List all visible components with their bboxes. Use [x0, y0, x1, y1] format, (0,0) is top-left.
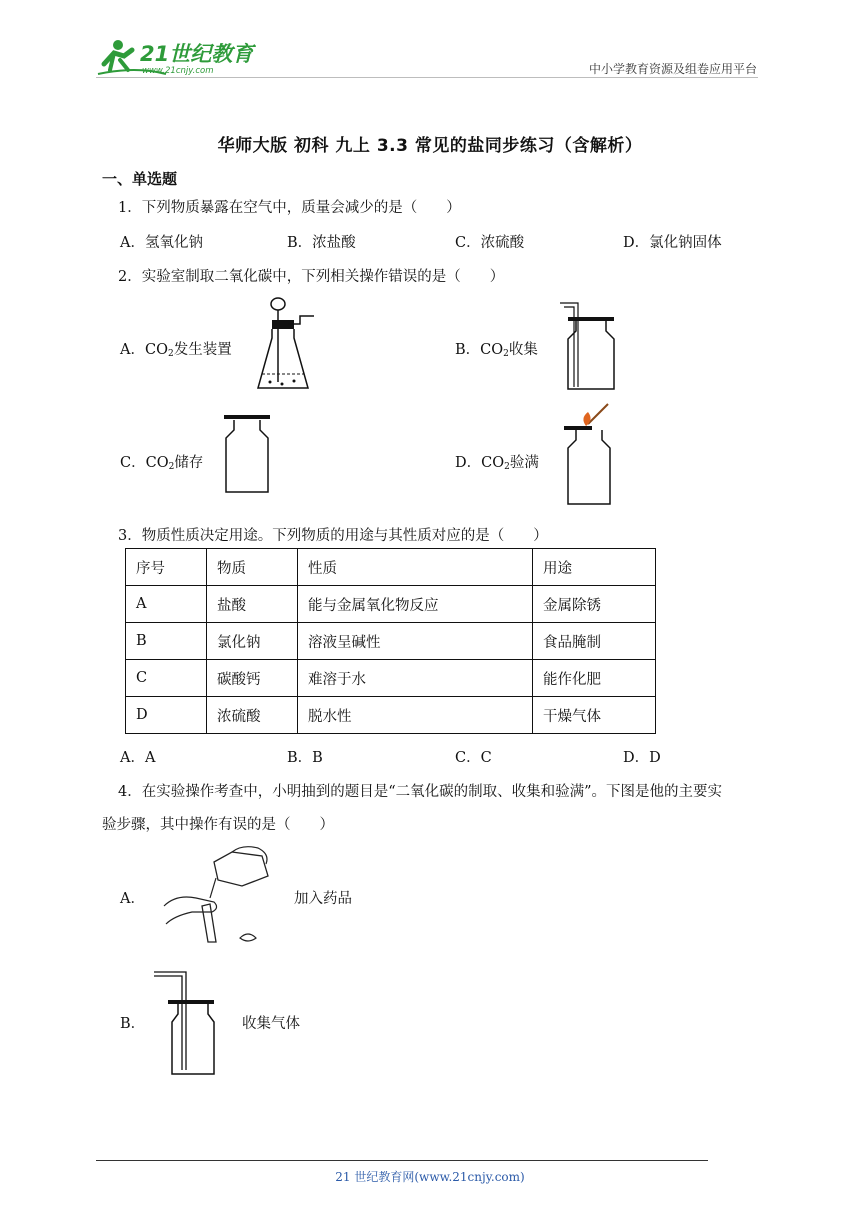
q4-option-a-label: 加入药品 [294, 891, 352, 907]
table-cell: 碳酸钙 [207, 660, 298, 697]
q4-option-a-letter: A． [120, 891, 145, 907]
q1-option-c: C．浓硫酸 [455, 235, 525, 251]
q2-option-d: D．$CO_2$验满 [455, 455, 539, 472]
question-4-stem-line2: 验步骤，其中操作有误的是（ ） [102, 817, 334, 833]
table-cell: 金属除锈 [533, 586, 656, 623]
table-cell: 溶液呈碱性 [298, 623, 533, 660]
runner-logo-icon [96, 36, 256, 78]
burning-splint-bottle-icon [560, 402, 616, 506]
q1-option-b: B．浓盐酸 [287, 235, 356, 251]
table-cell: 氯化钠 [207, 623, 298, 660]
table-cell: 能作化肥 [533, 660, 656, 697]
q1-option-d: D．氯化钠固体 [623, 235, 722, 251]
gas-storage-bottle-icon [220, 412, 274, 494]
table-cell: 能与金属氧化物反应 [298, 586, 533, 623]
q3-option-b: B．B [287, 750, 323, 766]
table-header-row [126, 549, 656, 586]
q3-option-a: A．A [120, 750, 156, 766]
q2-option-c: C．$CO_2$储存 [120, 455, 204, 472]
table-cell: B [126, 623, 207, 660]
question-3-stem: 3．物质性质决定用途。下列物质的用途与其性质对应的是（ ） [118, 528, 548, 544]
table-cell: C [126, 660, 207, 697]
header-divider [96, 77, 758, 78]
table-row [126, 623, 656, 660]
page-title: 华师大版 初科 九上 3.3 常见的盐同步练习（含解析） [217, 136, 643, 156]
q4-option-b-label: 收集气体 [242, 1016, 300, 1032]
adding-reagent-illustration-icon [162, 842, 284, 946]
q3-option-d: D．D [623, 750, 661, 766]
properties-table [125, 548, 656, 734]
table-cell: 盐酸 [207, 586, 298, 623]
section-heading: 一、单选题 [102, 170, 178, 188]
table-cell: A [126, 586, 207, 623]
site-logo [96, 36, 256, 78]
footer-text: 21 世纪教育网(www.21cnjy.com) [335, 1170, 525, 1184]
question-1-stem: 1．下列物质暴露在空气中，质量会减少的是（ ） [118, 200, 461, 216]
table-row [126, 660, 656, 697]
table-header-cell: 性质 [298, 549, 533, 586]
logo-text: 21世纪教育 [140, 42, 254, 66]
table-cell: 脱水性 [298, 697, 533, 734]
table-row [126, 586, 656, 623]
q4-option-b-letter: B． [120, 1016, 146, 1032]
logo-url: www.21cnjy.com [142, 66, 214, 76]
table-header-cell: 物质 [207, 549, 298, 586]
table-cell: 难溶于水 [298, 660, 533, 697]
collecting-gas-bottle-icon [146, 966, 228, 1078]
q3-option-c: C．C [455, 750, 492, 766]
q1-option-a: A．氢氧化钠 [120, 235, 203, 251]
conical-flask-apparatus-icon [252, 296, 316, 398]
q2-option-b: B．$CO_2$收集 [455, 342, 538, 359]
question-2-stem: 2．实验室制取二氧化碳中，下列相关操作错误的是（ ） [118, 269, 505, 285]
table-header-cell: 序号 [126, 549, 207, 586]
table-cell: D [126, 697, 207, 734]
table-cell: 干燥气体 [533, 697, 656, 734]
table-cell: 浓硫酸 [207, 697, 298, 734]
table-header-cell: 用途 [533, 549, 656, 586]
table-row [126, 697, 656, 734]
table-cell: 食品腌制 [533, 623, 656, 660]
q2-option-a: A．$CO_2$发生装置 [120, 342, 232, 359]
question-4-stem-line1: 4．在实验操作考查中，小明抽到的题目是“二氧化碳的制取、收集和验满”。下图是他的主要实 [118, 784, 723, 800]
footer-divider [96, 1160, 708, 1161]
platform-name: 中小学教育资源及组卷应用平台 [588, 62, 757, 76]
gas-collection-bottle-icon [554, 297, 620, 393]
